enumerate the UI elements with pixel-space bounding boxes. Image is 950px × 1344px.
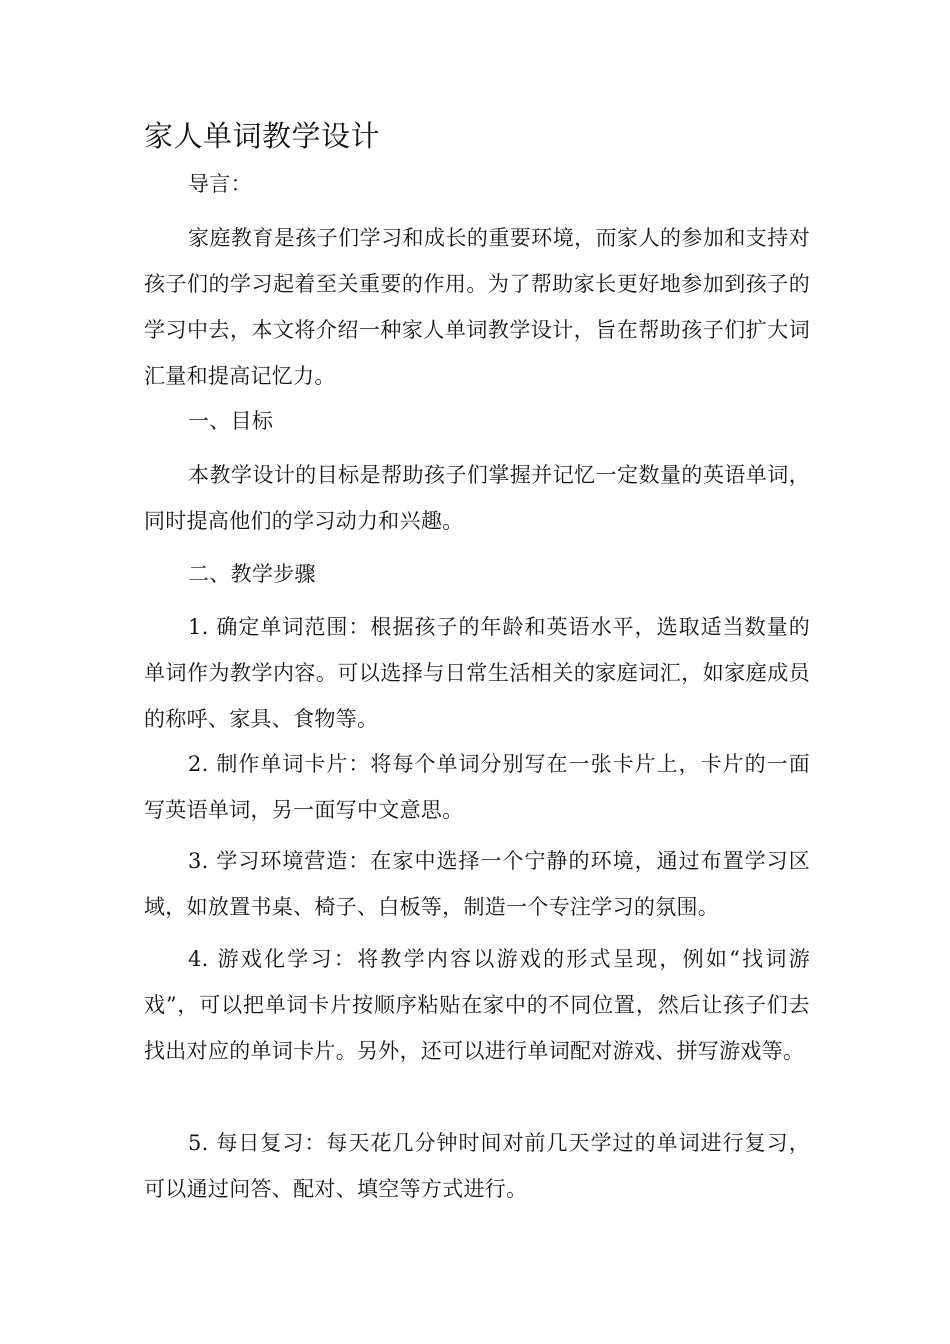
section-heading-goal: 一、目标 bbox=[188, 409, 274, 433]
step-paragraph: 4. 游戏化学习：将教学内容以游戏的形式呈现，例如“找词游戏”，可以把单词卡片按顺序粘贴在家中的不同位置，然后让孩子们去找出对应的单词卡片。另外，还可以进行单词配对游戏、拼写游戏等。 bbox=[144, 947, 810, 1063]
intro-label: 导言： bbox=[188, 172, 252, 196]
step-paragraph: 2. 制作单词卡片：将每个单词分别写在一张卡片上，卡片的一面写英语单词，另一面写中文意思。 bbox=[144, 752, 810, 822]
section-heading-steps: 二、教学步骤 bbox=[188, 562, 316, 586]
step-paragraph: 5. 每日复习：每天花几分钟时间对前几天学过的单词进行复习，可以通过问答、配对、填空等方式进行。 bbox=[144, 1131, 810, 1201]
step-paragraph: 1. 确定单词范围：根据孩子的年龄和英语水平，选取适当数量的单词作为教学内容。可以选择与日常生活相关的家庭词汇，如家庭成员的称呼、家具、食物等。 bbox=[144, 615, 810, 731]
intro-paragraph: 家庭教育是孩子们学习和成长的重要环境，而家人的参加和支持对孩子们的学习起着至关重要的作用。为了帮助家长更好地参加到孩子的学习中去，本文将介绍一种家人单词教学设计，旨在帮助孩子们扩大词汇量和提高记忆力。 bbox=[144, 226, 810, 388]
page-title: 家人单词教学设计 bbox=[144, 119, 381, 153]
goal-paragraph: 本教学设计的目标是帮助孩子们掌握并记忆一定数量的英语单词，同时提高他们的学习动力和兴趣。 bbox=[144, 463, 810, 533]
step-paragraph: 3. 学习环境营造：在家中选择一个宁静的环境，通过布置学习区域，如放置书桌、椅子、白板等，制造一个专注学习的氛围。 bbox=[144, 849, 810, 919]
